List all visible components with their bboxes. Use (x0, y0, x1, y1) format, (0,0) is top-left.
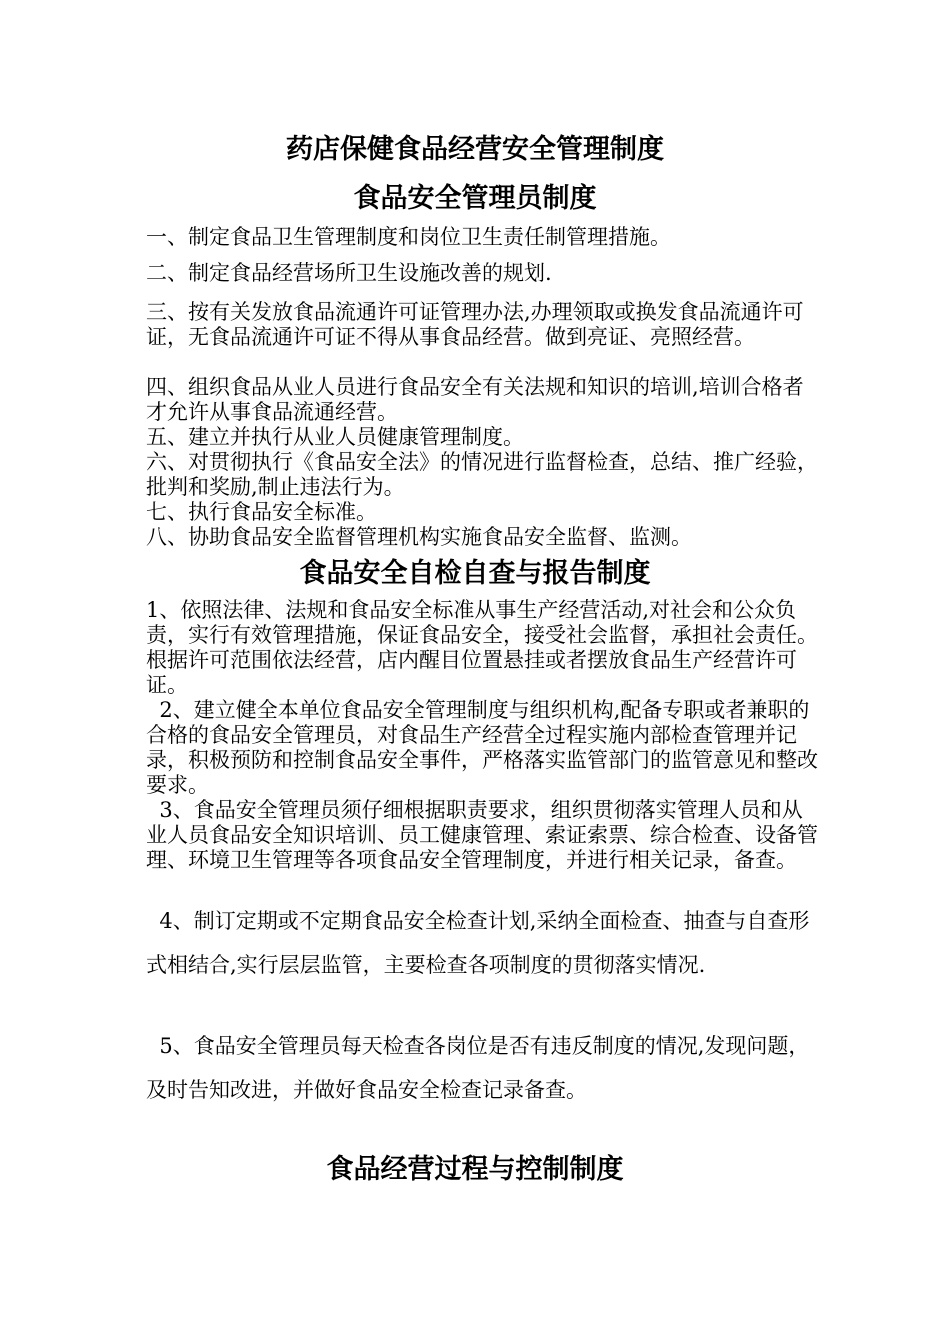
section-heading: 食品安全自检自查与报告制度 (299, 558, 651, 589)
paragraph: 5、食品安全管理员每天检查各岗位是否有违反制度的情况,发现问题，及时告知改进，并做好食品安全检查记录备查。 (146, 1034, 810, 1102)
paragraph: 二、制定食品经营场所卫生设施改善的规划. (146, 261, 552, 285)
paragraph: 七、执行食品安全标准。 (146, 500, 377, 524)
document-title: 药店保健食品经营安全管理制度 (286, 134, 664, 165)
paragraph: 2、建立健全本单位食品安全管理制度与组织机构,配备专职或者兼职的合格的食品安全管理员，对食品生产经营全过程实施内部检查管理并记录，积极预防和控制食品安全事件，严格落实监管部门的监管意见和整改要求。 (146, 698, 818, 797)
paragraph: 一、制定食品卫生管理制度和岗位卫生责任制管理措施。 (146, 225, 671, 249)
paragraph: 八、协助食品安全监督管理机构实施食品安全监督、监测。 (146, 525, 692, 549)
paragraph: 三、按有关发放食品流通许可证管理办法,办理领取或换发食品流通许可证，无食品流通许可证不得从事食品经营。做到亮证、亮照经营。 (146, 300, 804, 349)
section-heading: 食品经营过程与控制制度 (326, 1154, 624, 1185)
paragraph: 4、制订定期或不定期食品安全检查计划,采纳全面检查、抽查与自查形式相结合,实行层层监管，主要检查各项制度的贯彻落实情况. (146, 909, 810, 977)
paragraph: 四、组织食品从业人员进行食品安全有关法规和知识的培训,培训合格者才允许从事食品流通经营。 (146, 375, 804, 424)
paragraph: 五、建立并执行从业人员健康管理制度。 (146, 425, 524, 449)
paragraph: 六、对贯彻执行《食品安全法》的情况进行监督检查，总结、推广经验，批判和奖励,制止违法行为。 (146, 450, 818, 499)
paragraph: 3、食品安全管理员须仔细根据职责要求，组织贯彻落实管理人员和从业人员食品安全知识培训、员工健康管理、索证索票、综合检查、设备管理、环境卫生管理等各项食品安全管理制度，并进行相关记录，备查。 (146, 798, 818, 872)
paragraph: 1、依照法律、法规和食品安全标准从事生产经营活动,对社会和公众负责，实行有效管理措施，保证食品安全，接受社会监督，承担社会责任。根据许可范围依法经营，店内醒目位置悬挂或者摆放食品生产经营许可证。 (146, 598, 818, 697)
section-heading: 食品安全管理员制度 (353, 183, 597, 214)
